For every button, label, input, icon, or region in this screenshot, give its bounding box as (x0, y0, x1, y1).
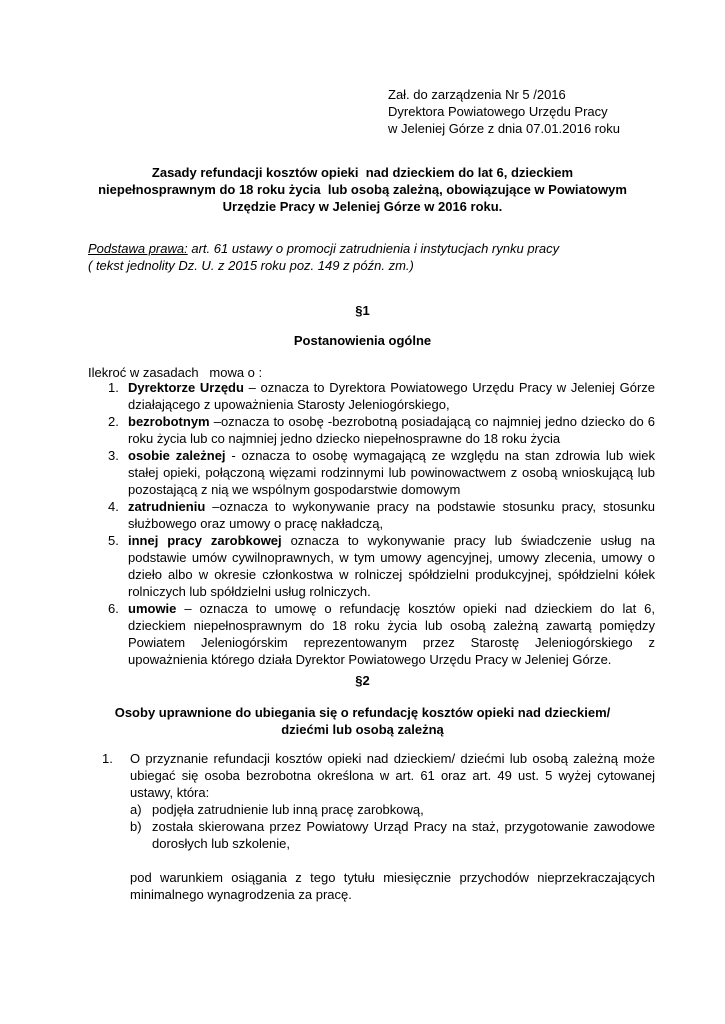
definition-term: umowie (128, 601, 177, 616)
definition-number: 3. (108, 448, 119, 463)
section-2-heading-line-1: Osoby uprawnione do ubiegania się o refundację kosztów opieki nad dzieckiem/ (114, 705, 611, 720)
eligibility-subitem (130, 818, 655, 852)
eligibility-subitem (130, 801, 655, 818)
attachment-header (388, 86, 620, 137)
section-1-heading: Postanowienia ogólne (293, 333, 432, 348)
title-line-2: niepełnosprawnym do 18 roku życia lub osobą zależną, obowiązujące w Powiatowym (98, 182, 627, 197)
legal-basis (88, 240, 648, 274)
definition-number: 6. (108, 601, 119, 616)
document-title (90, 164, 635, 215)
definition-text: - oznacza to osobę wymagającą ze względu na stan zdrowia lub wiek stałej opieki, połączoną więzami rodzinnymi lub powinowactwem z osobą wnioskującą lub pozostającą z nią we wspólnym gospodarstwie domowym (128, 448, 655, 497)
attachment-line-1: Zał. do zarządzenia Nr 5 /2016 (388, 87, 566, 102)
definition-text: –oznacza to wykonywanie pracy na podstawie stosunku pracy, stosunku służbowego oraz umowy o pracę nakładczą, (128, 499, 655, 531)
subitem-text: została skierowana przez Powiatowy Urząd Pracy na staż, przygotowanie zawodowe dorosłych lub szkolenie, (152, 819, 655, 851)
eligibility-condition: pod warunkiem osiągania z tego tytułu miesięcznie przychodów nieprzekraczających minimalnego wynagrodzenia za pracę. (130, 870, 655, 902)
definition-text: – oznacza to umowę o refundację kosztów opieki nad dzieckiem do lat 6, dzieckiem niepełnosprawnym do 18 roku życia lub osobą zależną zawartą pomiędzy Powiatem Jeleniogórskim reprezentowanym przez Starostę Jeleniogórskiego z upoważnienia którego działa Dyrektor Powiatowego Urzędu Pracy w Jeleniej Górze. (128, 601, 655, 667)
definition-text: –oznacza to osobę -bezrobotną posiadającą co najmniej jedno dziecko do 6 roku życia lub co najmniej jedno dziecko niepełnosprawne do 18 roku życia (128, 414, 655, 446)
attachment-line-3: w Jeleniej Górze z dnia 07.01.2016 roku (388, 121, 620, 136)
section-2-symbol: §2 (355, 673, 370, 688)
definition-number: 4. (108, 499, 119, 514)
attachment-line-2: Dyrektora Powiatowego Urzędu Pracy (388, 104, 608, 119)
eligibility-item (88, 750, 655, 903)
subitem-letter: a) (130, 802, 142, 817)
title-line-3: Urzędzie Pracy w Jeleniej Górze w 2016 roku. (222, 199, 503, 214)
definition-term: bezrobotnym (128, 414, 210, 429)
definition-number: 5. (108, 533, 119, 548)
definition-term: innej pracy zarobkowej (128, 533, 282, 548)
eligibility-number: 1. (102, 751, 113, 766)
definition-text: oznacza to wykonywanie pracy lub świadczenie usług na podstawie umów cywilnoprawnych, w tym umowy agencyjnej, umowy zlecenia, umowy o dzieło albo w okresie członkostwa w rolniczej spółdzielni produkcyjnej, spółdzielni kółek rolniczych lub spółdzielni usług rolniczych. (128, 533, 656, 599)
subitem-text: podjęła zatrudnienie lub inną pracę zarobkową, (152, 802, 424, 817)
definition-item (88, 600, 655, 668)
section-2-heading-line-2: dziećmi lub osobą zależną (281, 722, 444, 737)
section-1-intro: Ilekroć w zasadach mowa o : (88, 365, 263, 380)
legal-basis-line-2: ( tekst jednolity Dz. U. z 2015 roku poz. 149 z późn. zm.) (88, 258, 414, 273)
eligibility-list (88, 750, 655, 903)
eligibility-text: O przyznanie refundacji kosztów opieki nad dzieckiem/ dziećmi lub osobą zależną może ubiegać się osoba bezrobotna określona w art. 61 oraz art. 49 ust. 5 wyżej cytowanej ustawy, która: (130, 751, 655, 800)
definitions-list (88, 379, 655, 668)
definition-term: Dyrektorze Urzędu (128, 380, 244, 395)
section-1-symbol: §1 (355, 303, 370, 318)
legal-basis-line-1: art. 61 ustawy o promocji zatrudnienia i instytucjach rynku pracy (187, 241, 560, 256)
legal-basis-label: Podstawa prawa: (88, 241, 188, 256)
definition-term: zatrudnieniu (128, 499, 206, 514)
definition-item (88, 379, 655, 413)
definition-text: – oznacza to Dyrektora Powiatowego Urzędu Pracy w Jeleniej Górze działającego z upoważnienia Starosty Jeleniogórskiego, (128, 380, 656, 412)
section-2-heading (0, 704, 725, 738)
title-line-1: Zasady refundacji kosztów opieki nad dzieckiem do lat 6, dzieckiem (151, 165, 574, 180)
definition-item (88, 447, 655, 498)
definition-term: osobie zależnej (128, 448, 226, 463)
definition-item (88, 413, 655, 447)
definition-item (88, 532, 655, 600)
subitem-letter: b) (130, 819, 142, 834)
definition-number: 1. (108, 380, 119, 395)
definition-number: 2. (108, 414, 119, 429)
definition-item (88, 498, 655, 532)
